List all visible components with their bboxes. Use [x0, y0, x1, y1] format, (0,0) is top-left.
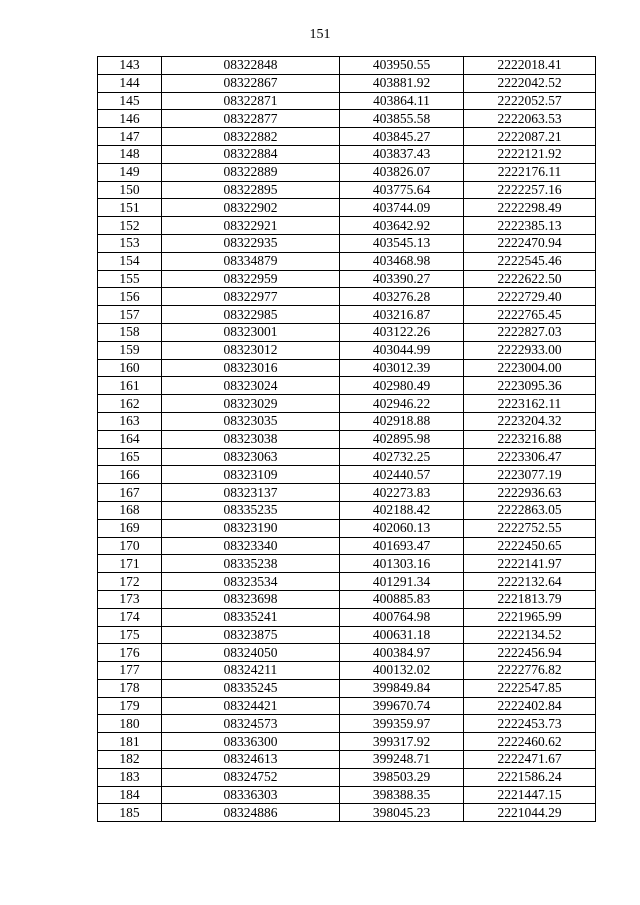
table-row [98, 181, 596, 199]
table-row [98, 768, 596, 786]
y-coordinate-cell: 2222622.50 [464, 270, 596, 288]
x-coordinate-cell: 403044.99 [340, 341, 464, 359]
x-coordinate-cell: 403122.26 [340, 323, 464, 341]
x-coordinate-cell: 403845.27 [340, 128, 464, 146]
y-coordinate-cell: 2222042.52 [464, 74, 596, 92]
x-coordinate-cell: 401693.47 [340, 537, 464, 555]
row-number-cell: 150 [98, 181, 162, 199]
table-row [98, 484, 596, 502]
x-coordinate-cell: 403855.58 [340, 110, 464, 128]
y-coordinate-cell: 2222063.53 [464, 110, 596, 128]
x-coordinate-cell: 400885.83 [340, 590, 464, 608]
point-id-cell: 08323001 [162, 323, 340, 341]
y-coordinate-cell: 2222176.11 [464, 163, 596, 181]
y-coordinate-cell: 2222460.62 [464, 733, 596, 751]
row-number-cell: 172 [98, 573, 162, 591]
x-coordinate-cell: 403012.39 [340, 359, 464, 377]
row-number-cell: 165 [98, 448, 162, 466]
point-id-cell: 08324573 [162, 715, 340, 733]
row-number-cell: 146 [98, 110, 162, 128]
point-id-cell: 08323875 [162, 626, 340, 644]
y-coordinate-cell: 2222471.67 [464, 751, 596, 769]
x-coordinate-cell: 402895.98 [340, 430, 464, 448]
x-coordinate-cell: 403775.64 [340, 181, 464, 199]
table-row [98, 679, 596, 697]
row-number-cell: 145 [98, 92, 162, 110]
y-coordinate-cell: 2222052.57 [464, 92, 596, 110]
point-id-cell: 08324613 [162, 751, 340, 769]
table-row [98, 74, 596, 92]
table-row [98, 128, 596, 146]
y-coordinate-cell: 2222933.00 [464, 341, 596, 359]
point-id-cell: 08334879 [162, 252, 340, 270]
point-id-cell: 08322935 [162, 234, 340, 252]
table-row [98, 555, 596, 573]
table-row [98, 751, 596, 769]
y-coordinate-cell: 2222385.13 [464, 217, 596, 235]
y-coordinate-cell: 2223204.32 [464, 412, 596, 430]
table-row [98, 519, 596, 537]
row-number-cell: 183 [98, 768, 162, 786]
row-number-cell: 144 [98, 74, 162, 92]
x-coordinate-cell: 402946.22 [340, 395, 464, 413]
point-id-cell: 08323340 [162, 537, 340, 555]
x-coordinate-cell: 399670.74 [340, 697, 464, 715]
table-row [98, 501, 596, 519]
coordinates-table [97, 56, 596, 822]
y-coordinate-cell: 2222776.82 [464, 662, 596, 680]
x-coordinate-cell: 403837.43 [340, 145, 464, 163]
point-id-cell: 08324421 [162, 697, 340, 715]
y-coordinate-cell: 2223004.00 [464, 359, 596, 377]
y-coordinate-cell: 2221965.99 [464, 608, 596, 626]
row-number-cell: 161 [98, 377, 162, 395]
table-row [98, 786, 596, 804]
point-id-cell: 08323698 [162, 590, 340, 608]
row-number-cell: 163 [98, 412, 162, 430]
table-row [98, 448, 596, 466]
y-coordinate-cell: 2222729.40 [464, 288, 596, 306]
row-number-cell: 181 [98, 733, 162, 751]
row-number-cell: 171 [98, 555, 162, 573]
table-row [98, 270, 596, 288]
table-body [98, 57, 596, 822]
x-coordinate-cell: 399248.71 [340, 751, 464, 769]
table-row [98, 377, 596, 395]
point-id-cell: 08322985 [162, 306, 340, 324]
table-row [98, 430, 596, 448]
row-number-cell: 182 [98, 751, 162, 769]
y-coordinate-cell: 2221586.24 [464, 768, 596, 786]
point-id-cell: 08322959 [162, 270, 340, 288]
row-number-cell: 151 [98, 199, 162, 217]
point-id-cell: 08335241 [162, 608, 340, 626]
row-number-cell: 158 [98, 323, 162, 341]
y-coordinate-cell: 2223077.19 [464, 466, 596, 484]
x-coordinate-cell: 398388.35 [340, 786, 464, 804]
x-coordinate-cell: 400631.18 [340, 626, 464, 644]
table-row [98, 145, 596, 163]
y-coordinate-cell: 2222257.16 [464, 181, 596, 199]
row-number-cell: 159 [98, 341, 162, 359]
table-row [98, 323, 596, 341]
table-row [98, 199, 596, 217]
point-id-cell: 08323012 [162, 341, 340, 359]
row-number-cell: 162 [98, 395, 162, 413]
table-row [98, 733, 596, 751]
y-coordinate-cell: 2222470.94 [464, 234, 596, 252]
x-coordinate-cell: 403390.27 [340, 270, 464, 288]
row-number-cell: 160 [98, 359, 162, 377]
y-coordinate-cell: 2223095.36 [464, 377, 596, 395]
row-number-cell: 175 [98, 626, 162, 644]
x-coordinate-cell: 400764.98 [340, 608, 464, 626]
row-number-cell: 184 [98, 786, 162, 804]
point-id-cell: 08323035 [162, 412, 340, 430]
row-number-cell: 176 [98, 644, 162, 662]
y-coordinate-cell: 2222936.63 [464, 484, 596, 502]
x-coordinate-cell: 403826.07 [340, 163, 464, 181]
x-coordinate-cell: 401303.16 [340, 555, 464, 573]
y-coordinate-cell: 2221813.79 [464, 590, 596, 608]
y-coordinate-cell: 2222863.05 [464, 501, 596, 519]
x-coordinate-cell: 400384.97 [340, 644, 464, 662]
x-coordinate-cell: 402980.49 [340, 377, 464, 395]
point-id-cell: 08323109 [162, 466, 340, 484]
row-number-cell: 178 [98, 679, 162, 697]
y-coordinate-cell: 2222453.73 [464, 715, 596, 733]
row-number-cell: 164 [98, 430, 162, 448]
x-coordinate-cell: 403881.92 [340, 74, 464, 92]
page-number: 151 [309, 27, 331, 42]
x-coordinate-cell: 403216.87 [340, 306, 464, 324]
point-id-cell: 08322895 [162, 181, 340, 199]
x-coordinate-cell: 401291.34 [340, 573, 464, 591]
row-number-cell: 174 [98, 608, 162, 626]
x-coordinate-cell: 403950.55 [340, 57, 464, 75]
y-coordinate-cell: 2222132.64 [464, 573, 596, 591]
x-coordinate-cell: 403642.92 [340, 217, 464, 235]
y-coordinate-cell: 2222765.45 [464, 306, 596, 324]
row-number-cell: 157 [98, 306, 162, 324]
x-coordinate-cell: 399317.92 [340, 733, 464, 751]
point-id-cell: 08322889 [162, 163, 340, 181]
x-coordinate-cell: 400132.02 [340, 662, 464, 680]
table-row [98, 110, 596, 128]
x-coordinate-cell: 403864.11 [340, 92, 464, 110]
x-coordinate-cell: 403744.09 [340, 199, 464, 217]
y-coordinate-cell: 2222121.92 [464, 145, 596, 163]
row-number-cell: 153 [98, 234, 162, 252]
y-coordinate-cell: 2223216.88 [464, 430, 596, 448]
y-coordinate-cell: 2221044.29 [464, 804, 596, 822]
point-id-cell: 08322848 [162, 57, 340, 75]
row-number-cell: 169 [98, 519, 162, 537]
y-coordinate-cell: 2222087.21 [464, 128, 596, 146]
row-number-cell: 147 [98, 128, 162, 146]
table-row [98, 395, 596, 413]
point-id-cell: 08323063 [162, 448, 340, 466]
y-coordinate-cell: 2222298.49 [464, 199, 596, 217]
x-coordinate-cell: 402188.42 [340, 501, 464, 519]
point-id-cell: 08323190 [162, 519, 340, 537]
row-number-cell: 180 [98, 715, 162, 733]
table-row [98, 234, 596, 252]
table-row [98, 57, 596, 75]
y-coordinate-cell: 2223306.47 [464, 448, 596, 466]
y-coordinate-cell: 2222456.94 [464, 644, 596, 662]
row-number-cell: 149 [98, 163, 162, 181]
table-row [98, 715, 596, 733]
x-coordinate-cell: 402918.88 [340, 412, 464, 430]
point-id-cell: 08324050 [162, 644, 340, 662]
y-coordinate-cell: 2222752.55 [464, 519, 596, 537]
table-row [98, 217, 596, 235]
point-id-cell: 08324752 [162, 768, 340, 786]
row-number-cell: 167 [98, 484, 162, 502]
row-number-cell: 148 [98, 145, 162, 163]
point-id-cell: 08322882 [162, 128, 340, 146]
table-row [98, 252, 596, 270]
row-number-cell: 179 [98, 697, 162, 715]
point-id-cell: 08322867 [162, 74, 340, 92]
table-row [98, 412, 596, 430]
x-coordinate-cell: 402273.83 [340, 484, 464, 502]
table-row [98, 644, 596, 662]
row-number-cell: 154 [98, 252, 162, 270]
y-coordinate-cell: 2221447.15 [464, 786, 596, 804]
point-id-cell: 08323029 [162, 395, 340, 413]
point-id-cell: 08324886 [162, 804, 340, 822]
row-number-cell: 168 [98, 501, 162, 519]
point-id-cell: 08322921 [162, 217, 340, 235]
y-coordinate-cell: 2222450.65 [464, 537, 596, 555]
y-coordinate-cell: 2222402.84 [464, 697, 596, 715]
x-coordinate-cell: 398045.23 [340, 804, 464, 822]
point-id-cell: 08322902 [162, 199, 340, 217]
x-coordinate-cell: 402440.57 [340, 466, 464, 484]
point-id-cell: 08335245 [162, 679, 340, 697]
table-row [98, 697, 596, 715]
x-coordinate-cell: 403545.13 [340, 234, 464, 252]
table-row [98, 466, 596, 484]
row-number-cell: 156 [98, 288, 162, 306]
row-number-cell: 155 [98, 270, 162, 288]
row-number-cell: 185 [98, 804, 162, 822]
point-id-cell: 08323534 [162, 573, 340, 591]
row-number-cell: 166 [98, 466, 162, 484]
table-row [98, 163, 596, 181]
table-row [98, 590, 596, 608]
point-id-cell: 08322877 [162, 110, 340, 128]
point-id-cell: 08323016 [162, 359, 340, 377]
y-coordinate-cell: 2222141.97 [464, 555, 596, 573]
y-coordinate-cell: 2222545.46 [464, 252, 596, 270]
x-coordinate-cell: 399359.97 [340, 715, 464, 733]
point-id-cell: 08323137 [162, 484, 340, 502]
table-row [98, 608, 596, 626]
y-coordinate-cell: 2222827.03 [464, 323, 596, 341]
table-row [98, 359, 596, 377]
point-id-cell: 08322871 [162, 92, 340, 110]
x-coordinate-cell: 398503.29 [340, 768, 464, 786]
y-coordinate-cell: 2222134.52 [464, 626, 596, 644]
table-row [98, 92, 596, 110]
x-coordinate-cell: 403468.98 [340, 252, 464, 270]
point-id-cell: 08335235 [162, 501, 340, 519]
row-number-cell: 152 [98, 217, 162, 235]
y-coordinate-cell: 2222547.85 [464, 679, 596, 697]
point-id-cell: 08322884 [162, 145, 340, 163]
point-id-cell: 08322977 [162, 288, 340, 306]
table-row [98, 573, 596, 591]
table-row [98, 537, 596, 555]
table-row [98, 288, 596, 306]
point-id-cell: 08336300 [162, 733, 340, 751]
x-coordinate-cell: 403276.28 [340, 288, 464, 306]
x-coordinate-cell: 399849.84 [340, 679, 464, 697]
table-row [98, 626, 596, 644]
row-number-cell: 143 [98, 57, 162, 75]
point-id-cell: 08335238 [162, 555, 340, 573]
table-row [98, 804, 596, 822]
row-number-cell: 173 [98, 590, 162, 608]
point-id-cell: 08324211 [162, 662, 340, 680]
y-coordinate-cell: 2223162.11 [464, 395, 596, 413]
point-id-cell: 08323024 [162, 377, 340, 395]
row-number-cell: 170 [98, 537, 162, 555]
x-coordinate-cell: 402732.25 [340, 448, 464, 466]
point-id-cell: 08336303 [162, 786, 340, 804]
point-id-cell: 08323038 [162, 430, 340, 448]
table-row [98, 662, 596, 680]
table-row [98, 341, 596, 359]
table-row [98, 306, 596, 324]
x-coordinate-cell: 402060.13 [340, 519, 464, 537]
row-number-cell: 177 [98, 662, 162, 680]
y-coordinate-cell: 2222018.41 [464, 57, 596, 75]
